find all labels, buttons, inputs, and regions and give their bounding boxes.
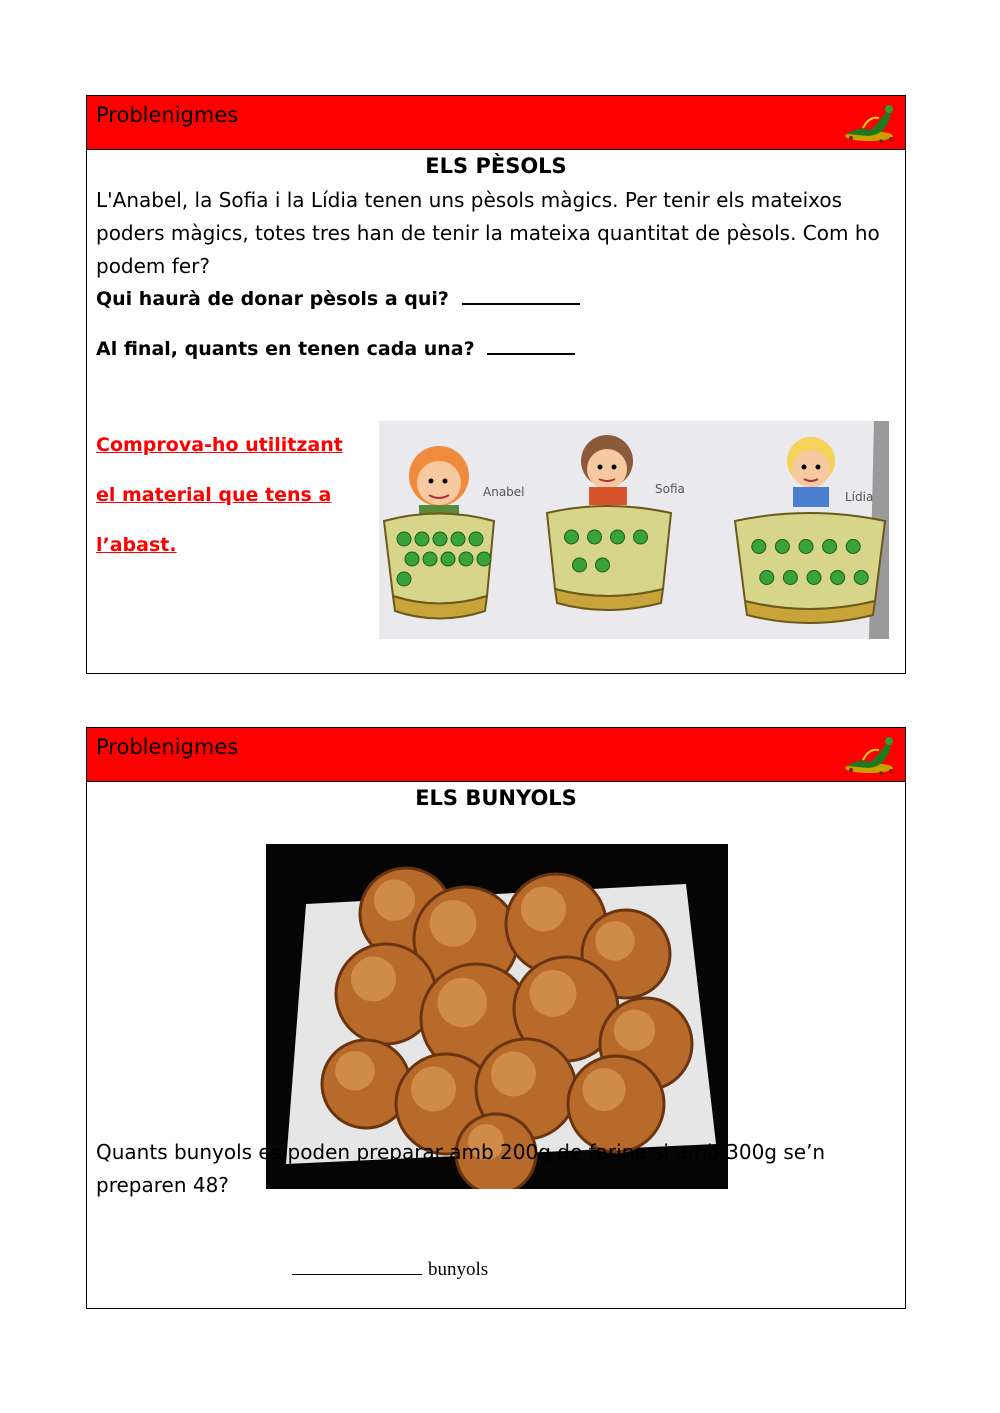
card-title: ELS PÈSOLS (425, 154, 567, 178)
donut-highlight (614, 1010, 655, 1051)
pea (596, 558, 610, 572)
hint-line-2: el material que tens a (96, 484, 332, 506)
pea (783, 571, 797, 585)
problem-card-peas (86, 95, 906, 674)
pea (573, 558, 587, 572)
donut-highlight (430, 900, 477, 947)
donut-highlight (335, 1051, 375, 1091)
pea (760, 571, 774, 585)
question-2-text: Al final, quants en tenen cada una? (96, 338, 475, 360)
header-title: Problenigmes (96, 103, 239, 127)
card-header (87, 96, 905, 150)
header-title: Problenigmes (96, 735, 239, 759)
answer-blank-1[interactable] (462, 300, 580, 305)
donut-highlight (530, 970, 577, 1017)
pea (397, 572, 411, 586)
hint-line-1: Comprova-ho utilitzant (96, 434, 343, 456)
problem-text: L'Anabel, la Sofia i la Lídia tenen uns pèsols màgics. Per tenir els mateixos poders màgics, totes tres han de tenir la mateixa quantitat de pèsols. Com ho podem fer? (96, 188, 880, 278)
donut-highlight (351, 957, 396, 1002)
pea (775, 540, 789, 554)
pea (441, 552, 455, 566)
pea (423, 552, 437, 566)
pea (405, 552, 419, 566)
question-1-text: Qui haurà de donar pèsols a qui? (96, 288, 449, 310)
pea (823, 540, 837, 554)
donut-highlight (491, 1052, 536, 1097)
anabel-name: Anabel (483, 485, 525, 499)
answer-line (292, 1258, 488, 1281)
pea (752, 540, 766, 554)
pea (634, 530, 648, 544)
logo-icon (839, 732, 901, 778)
pea (397, 532, 411, 546)
pea (459, 552, 473, 566)
donut-highlight (411, 1067, 456, 1112)
pea (415, 532, 429, 546)
donut-highlight (582, 1068, 625, 1111)
donut-highlight (595, 921, 635, 961)
pea (799, 540, 813, 554)
pea (807, 571, 821, 585)
problem-card-donuts (86, 727, 906, 1309)
answer-unit: bunyols (428, 1259, 489, 1280)
pea (611, 530, 625, 544)
problem-text: Quants bunyols es poden preparar amb 200g de farina si amb 300g se’n preparen 48? (96, 1140, 826, 1197)
lidia-name: Lídia (845, 490, 874, 504)
pea (469, 532, 483, 546)
answer-blank[interactable] (292, 1258, 422, 1275)
question-1 (96, 288, 580, 310)
pea (854, 571, 868, 585)
pea (433, 532, 447, 546)
donut-highlight (438, 978, 488, 1028)
card-title: ELS BUNYOLS (415, 786, 577, 810)
donut-highlight (374, 880, 415, 921)
peas-illustration (379, 421, 889, 639)
sofia-name: Sofia (655, 482, 685, 496)
pea (846, 540, 860, 554)
pea (588, 530, 602, 544)
card-header (87, 728, 905, 782)
pea (831, 571, 845, 585)
pea (477, 552, 491, 566)
question-2 (96, 338, 575, 360)
donut-highlight (521, 887, 566, 932)
pea (565, 530, 579, 544)
logo-icon (839, 100, 901, 146)
pea (451, 532, 465, 546)
hint-line-3: l’abast. (96, 534, 177, 556)
answer-blank-2[interactable] (487, 350, 575, 355)
